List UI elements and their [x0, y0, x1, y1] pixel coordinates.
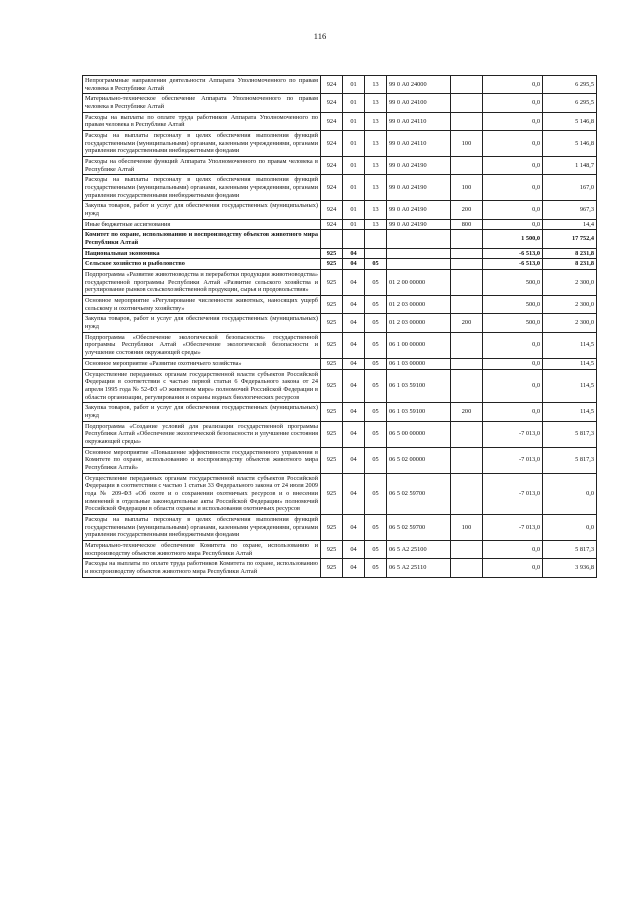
- expense-type-cell: 200: [451, 201, 483, 219]
- table-row: [83, 447, 597, 473]
- target-article-cell: 06 1 03 59100: [387, 403, 451, 421]
- expense-type-cell: [451, 76, 483, 94]
- total-amount-cell: 5 817,3: [543, 447, 597, 473]
- target-article-cell: 99 0 А0 24110: [387, 131, 451, 157]
- target-article-cell: 06 1 03 00000: [387, 358, 451, 369]
- expense-type-cell: [451, 447, 483, 473]
- total-amount-cell: 3 936,8: [543, 559, 597, 577]
- total-amount-cell: 0,0: [543, 473, 597, 514]
- expense-type-cell: [451, 157, 483, 175]
- target-article-cell: 01 2 00 00000: [387, 270, 451, 296]
- ministry-code-cell: 924: [321, 131, 343, 157]
- expense-type-cell: 800: [451, 219, 483, 230]
- change-amount-cell: -7 013,0: [483, 447, 543, 473]
- row-name-cell: Сельское хозяйство и рыболовство: [83, 259, 321, 270]
- target-article-cell: 06 5 А2 25100: [387, 540, 451, 558]
- expense-type-cell: [451, 270, 483, 296]
- section-code-cell: 04: [343, 514, 365, 540]
- expense-type-cell: [451, 94, 483, 112]
- ministry-code-cell: 925: [321, 559, 343, 577]
- ministry-code-cell: 925: [321, 514, 343, 540]
- change-amount-cell: 0,0: [483, 76, 543, 94]
- table-row: [83, 201, 597, 219]
- table-row: [83, 473, 597, 514]
- change-amount-cell: 500,0: [483, 296, 543, 314]
- row-name-cell: Основное мероприятие «Регулирование численности животных, наносящих ущерб сельскому и охотничьему хозяйству»: [83, 296, 321, 314]
- subsection-code-cell: 05: [365, 540, 387, 558]
- row-name-cell: Подпрограмма «Обеспечение экологической безопасности» государственной программы Республики Алтай «Обеспечение экологической безопасности и улучшение состояния окружающей среды»: [83, 332, 321, 358]
- subsection-code-cell: 13: [365, 157, 387, 175]
- target-article-cell: 99 0 А0 24190: [387, 175, 451, 201]
- change-amount-cell: -7 013,0: [483, 514, 543, 540]
- change-amount-cell: -7 013,0: [483, 473, 543, 514]
- table-row: [83, 131, 597, 157]
- total-amount-cell: 5 146,8: [543, 131, 597, 157]
- change-amount-cell: 1 500,0: [483, 230, 543, 248]
- expense-type-cell: [451, 230, 483, 248]
- total-amount-cell: 2 300,0: [543, 314, 597, 332]
- total-amount-cell: 14,4: [543, 219, 597, 230]
- expense-type-cell: [451, 296, 483, 314]
- target-article-cell: 06 1 03 59100: [387, 369, 451, 403]
- row-name-cell: Материально-техническое обеспечение Комитета по охране, использованию и воспроизводству объектов животного мира Республики Алтай: [83, 540, 321, 558]
- table-row: [83, 175, 597, 201]
- target-article-cell: 99 0 А0 24000: [387, 76, 451, 94]
- section-code-cell: 01: [343, 157, 365, 175]
- section-code-cell: 04: [343, 447, 365, 473]
- ministry-code-cell: 924: [321, 94, 343, 112]
- subsection-code-cell: 05: [365, 259, 387, 270]
- ministry-code-cell: [321, 230, 343, 248]
- table-row: [83, 403, 597, 421]
- subsection-code-cell: 05: [365, 447, 387, 473]
- subsection-code-cell: 13: [365, 201, 387, 219]
- total-amount-cell: 6 295,5: [543, 76, 597, 94]
- row-name-cell: Расходы на обеспечение функций Аппарата Уполномоченного по правам человека в Республике Алтай: [83, 157, 321, 175]
- ministry-code-cell: 924: [321, 157, 343, 175]
- row-name-cell: Основное мероприятие «Развитие охотничьего хозяйства»: [83, 358, 321, 369]
- target-article-cell: 01 2 03 00000: [387, 296, 451, 314]
- target-article-cell: 06 5 А2 25110: [387, 559, 451, 577]
- expense-type-cell: [451, 248, 483, 259]
- row-name-cell: Закупка товаров, работ и услуг для обеспечения государственных (муниципальных) нужд: [83, 201, 321, 219]
- target-article-cell: 99 0 А0 24190: [387, 219, 451, 230]
- row-name-cell: Закупка товаров, работ и услуг для обеспечения государственных (муниципальных) нужд: [83, 403, 321, 421]
- section-code-cell: 04: [343, 296, 365, 314]
- target-article-cell: 99 0 А0 24190: [387, 201, 451, 219]
- table-row: [83, 421, 597, 447]
- ministry-code-cell: 924: [321, 201, 343, 219]
- table-row: [83, 248, 597, 259]
- table-row: [83, 332, 597, 358]
- ministry-code-cell: 925: [321, 332, 343, 358]
- expense-type-cell: [451, 421, 483, 447]
- change-amount-cell: 0,0: [483, 358, 543, 369]
- row-name-cell: Осуществление переданных органам государственной власти субъектов Российской Федерации в соответствии с частью первой статьи 6 Федерального закона от 24 апреля 1995 года № 52-ФЗ «О животном мире» полномочий Российской Федерации в области организации, регулирования и охраны водных биологических ресурсов: [83, 369, 321, 403]
- ministry-code-cell: 924: [321, 175, 343, 201]
- total-amount-cell: 2 300,0: [543, 270, 597, 296]
- table-row: [83, 559, 597, 577]
- change-amount-cell: 0,0: [483, 112, 543, 130]
- target-article-cell: 99 0 А0 24190: [387, 157, 451, 175]
- table-row: [83, 157, 597, 175]
- expense-type-cell: 100: [451, 131, 483, 157]
- expense-type-cell: 200: [451, 403, 483, 421]
- subsection-code-cell: 05: [365, 358, 387, 369]
- ministry-code-cell: 925: [321, 540, 343, 558]
- subsection-code-cell: 05: [365, 270, 387, 296]
- ministry-code-cell: 924: [321, 219, 343, 230]
- target-article-cell: 01 2 03 00000: [387, 314, 451, 332]
- section-code-cell: 01: [343, 131, 365, 157]
- table-row: [83, 369, 597, 403]
- total-amount-cell: 17 752,4: [543, 230, 597, 248]
- total-amount-cell: 6 295,5: [543, 94, 597, 112]
- section-code-cell: 01: [343, 201, 365, 219]
- section-code-cell: 04: [343, 248, 365, 259]
- row-name-cell: Расходы на выплаты персоналу в целях обеспечения выполнения функций государственными (муниципальными) органами, казенными учреждениями, органами управления государственными внебюджетными фондами: [83, 175, 321, 201]
- total-amount-cell: 167,0: [543, 175, 597, 201]
- change-amount-cell: 0,0: [483, 157, 543, 175]
- change-amount-cell: 0,0: [483, 332, 543, 358]
- ministry-code-cell: 925: [321, 473, 343, 514]
- ministry-code-cell: 925: [321, 369, 343, 403]
- change-amount-cell: -6 513,0: [483, 248, 543, 259]
- section-code-cell: 04: [343, 270, 365, 296]
- row-name-cell: Осуществление переданных органам государственной власти субъектов Российской Федерации в соответствии с частью 1 статьи 33 Федерального закона от 24 июля 2009 года № 209-ФЗ «Об охоте и о сохранении охотничьих ресурсов и о внесении изменений в отдельные законодательные акты Российской Федерации» полномочий Российской Федерации в области охраны и использования охотничьих ресурсов: [83, 473, 321, 514]
- ministry-code-cell: 925: [321, 358, 343, 369]
- subsection-code-cell: 05: [365, 473, 387, 514]
- row-name-cell: Закупка товаров, работ и услуг для обеспечения государственных (муниципальных) нужд: [83, 314, 321, 332]
- total-amount-cell: 114,5: [543, 358, 597, 369]
- change-amount-cell: 0,0: [483, 403, 543, 421]
- section-code-cell: 04: [343, 559, 365, 577]
- target-article-cell: 06 5 02 59700: [387, 473, 451, 514]
- target-article-cell: [387, 230, 451, 248]
- target-article-cell: 06 5 02 59700: [387, 514, 451, 540]
- table-row: [83, 514, 597, 540]
- ministry-code-cell: 925: [321, 259, 343, 270]
- total-amount-cell: 8 231,8: [543, 259, 597, 270]
- row-name-cell: Расходы на выплаты персоналу в целях обеспечения выполнения функций государственными (муниципальными) органами, казенными учреждениями, органами управления государственными внебюджетными фондами: [83, 514, 321, 540]
- subsection-code-cell: 13: [365, 219, 387, 230]
- ministry-code-cell: 925: [321, 421, 343, 447]
- expense-type-cell: [451, 259, 483, 270]
- ministry-code-cell: 925: [321, 403, 343, 421]
- expense-type-cell: [451, 473, 483, 514]
- expense-type-cell: [451, 559, 483, 577]
- total-amount-cell: 114,5: [543, 369, 597, 403]
- subsection-code-cell: 05: [365, 332, 387, 358]
- row-name-cell: Расходы на выплаты по оплате труда работников Комитета по охране, использованию и воспроизводству объектов животного мира Республики Алтай: [83, 559, 321, 577]
- total-amount-cell: 967,3: [543, 201, 597, 219]
- subsection-code-cell: 05: [365, 403, 387, 421]
- ministry-code-cell: 925: [321, 296, 343, 314]
- subsection-code-cell: [365, 230, 387, 248]
- subsection-code-cell: 05: [365, 314, 387, 332]
- subsection-code-cell: 13: [365, 131, 387, 157]
- section-code-cell: 04: [343, 540, 365, 558]
- change-amount-cell: 0,0: [483, 369, 543, 403]
- section-code-cell: 04: [343, 259, 365, 270]
- row-name-cell: Материально-техническое обеспечение Аппарата Уполномоченного по правам человека в Республике Алтай: [83, 94, 321, 112]
- subsection-code-cell: 05: [365, 559, 387, 577]
- ministry-code-cell: 925: [321, 248, 343, 259]
- target-article-cell: 06 5 02 00000: [387, 447, 451, 473]
- total-amount-cell: 8 231,8: [543, 248, 597, 259]
- change-amount-cell: -7 013,0: [483, 421, 543, 447]
- table-row: [83, 259, 597, 270]
- section-code-cell: [343, 230, 365, 248]
- total-amount-cell: 114,5: [543, 403, 597, 421]
- subsection-code-cell: 05: [365, 296, 387, 314]
- expense-type-cell: [451, 112, 483, 130]
- section-code-cell: 01: [343, 175, 365, 201]
- budget-table-body: [83, 76, 597, 578]
- target-article-cell: 99 0 А0 24110: [387, 112, 451, 130]
- expense-type-cell: 100: [451, 175, 483, 201]
- section-code-cell: 01: [343, 76, 365, 94]
- total-amount-cell: 114,5: [543, 332, 597, 358]
- table-row: [83, 314, 597, 332]
- section-code-cell: 04: [343, 369, 365, 403]
- section-code-cell: 01: [343, 219, 365, 230]
- expense-type-cell: [451, 358, 483, 369]
- change-amount-cell: 0,0: [483, 94, 543, 112]
- table-row: [83, 540, 597, 558]
- expense-type-cell: [451, 540, 483, 558]
- table-row: [83, 94, 597, 112]
- row-name-cell: Национальная экономика: [83, 248, 321, 259]
- change-amount-cell: 500,0: [483, 270, 543, 296]
- target-article-cell: [387, 259, 451, 270]
- change-amount-cell: 0,0: [483, 559, 543, 577]
- total-amount-cell: 1 148,7: [543, 157, 597, 175]
- subsection-code-cell: 13: [365, 94, 387, 112]
- total-amount-cell: 5 817,3: [543, 540, 597, 558]
- target-article-cell: [387, 248, 451, 259]
- table-row: [83, 358, 597, 369]
- subsection-code-cell: 13: [365, 76, 387, 94]
- row-name-cell: Иные бюджетные ассигнования: [83, 219, 321, 230]
- page-number: 116: [313, 31, 327, 41]
- row-name-cell: Основное мероприятие «Повышение эффективности государственного управления в Комитете по охране, использованию и воспроизводству объектов животного мира Республики Алтай»: [83, 447, 321, 473]
- subsection-code-cell: [365, 248, 387, 259]
- total-amount-cell: 0,0: [543, 514, 597, 540]
- change-amount-cell: 0,0: [483, 219, 543, 230]
- table-row: [83, 296, 597, 314]
- ministry-code-cell: 925: [321, 270, 343, 296]
- change-amount-cell: 500,0: [483, 314, 543, 332]
- subsection-code-cell: 05: [365, 421, 387, 447]
- table-row: [83, 76, 597, 94]
- target-article-cell: 06 1 00 00000: [387, 332, 451, 358]
- section-code-cell: 04: [343, 473, 365, 514]
- total-amount-cell: 5 146,8: [543, 112, 597, 130]
- change-amount-cell: 0,0: [483, 540, 543, 558]
- expense-type-cell: [451, 332, 483, 358]
- subsection-code-cell: 05: [365, 369, 387, 403]
- expense-type-cell: [451, 369, 483, 403]
- ministry-code-cell: 925: [321, 447, 343, 473]
- subsection-code-cell: 05: [365, 514, 387, 540]
- subsection-code-cell: 13: [365, 112, 387, 130]
- table-row: [83, 112, 597, 130]
- row-name-cell: Подпрограмма «Создание условий для реализации государственной программы Республики Алтай «Обеспечение экологической безопасности и улучшение состояния окружающей среды»: [83, 421, 321, 447]
- section-code-cell: 04: [343, 421, 365, 447]
- section-code-cell: 04: [343, 403, 365, 421]
- row-name-cell: Расходы на выплаты по оплате труда работников Аппарата Уполномоченного по правам человека в Республике Алтай: [83, 112, 321, 130]
- ministry-code-cell: 925: [321, 314, 343, 332]
- section-code-cell: 04: [343, 358, 365, 369]
- expense-type-cell: 200: [451, 314, 483, 332]
- table-row: [83, 230, 597, 248]
- section-code-cell: 04: [343, 314, 365, 332]
- target-article-cell: 99 0 А0 24100: [387, 94, 451, 112]
- ministry-code-cell: 924: [321, 112, 343, 130]
- table-row: [83, 219, 597, 230]
- row-name-cell: Комитет по охране, использованию и воспроизводству объектов животного мира Республики Алтай: [83, 230, 321, 248]
- subsection-code-cell: 13: [365, 175, 387, 201]
- ministry-code-cell: 924: [321, 76, 343, 94]
- table-row: [83, 270, 597, 296]
- target-article-cell: 06 5 00 00000: [387, 421, 451, 447]
- section-code-cell: 01: [343, 112, 365, 130]
- section-code-cell: 01: [343, 94, 365, 112]
- total-amount-cell: 5 817,3: [543, 421, 597, 447]
- change-amount-cell: -6 513,0: [483, 259, 543, 270]
- row-name-cell: Непрограммные направления деятельности Аппарата Уполномоченного по правам человека в Республике Алтай: [83, 76, 321, 94]
- change-amount-cell: 0,0: [483, 175, 543, 201]
- change-amount-cell: 0,0: [483, 131, 543, 157]
- total-amount-cell: 2 300,0: [543, 296, 597, 314]
- row-name-cell: Подпрограмма «Развитие животноводства и переработки продукции животноводства» государственной программы Республики Алтай «Развитие сельского хозяйства и регулирование рынков сельскохозяйственной продукции, сырья и продовольствия»: [83, 270, 321, 296]
- change-amount-cell: 0,0: [483, 201, 543, 219]
- row-name-cell: Расходы на выплаты персоналу в целях обеспечения выполнения функций государственными (муниципальными) органами, казенными учреждениями, органами управления государственными внебюджетными фондами: [83, 131, 321, 157]
- expense-type-cell: 100: [451, 514, 483, 540]
- budget-table: [82, 75, 597, 578]
- section-code-cell: 04: [343, 332, 365, 358]
